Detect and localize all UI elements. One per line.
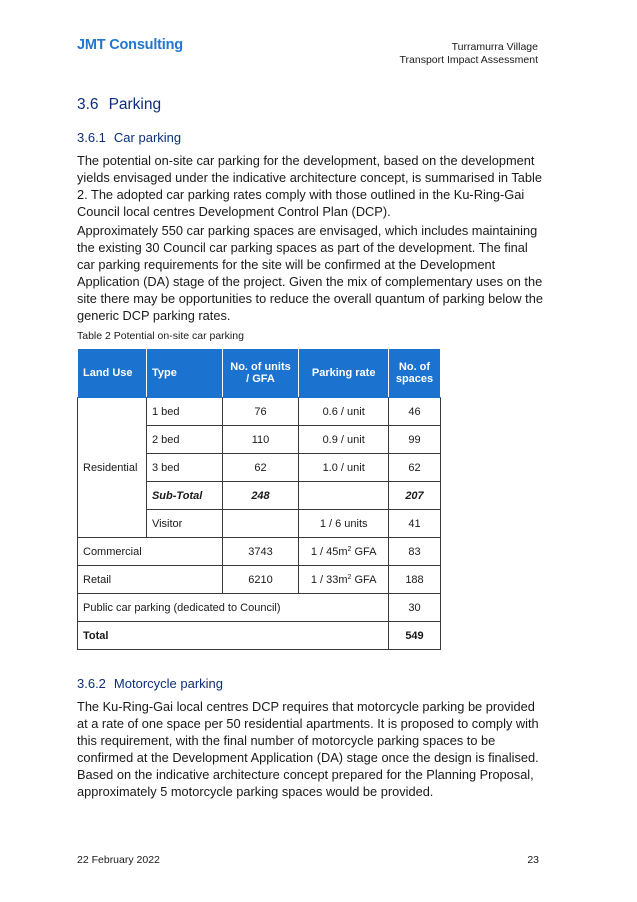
cell-rate: [299, 482, 389, 510]
cell-rate: 0.9 / unit: [299, 426, 389, 454]
header-parking-rate: Parking rate: [299, 349, 389, 398]
document-title: [318, 41, 538, 67]
rate-text: 1 / 33m: [310, 573, 348, 586]
cell-spaces: 207: [389, 482, 441, 510]
rate-text: 1 / 45m: [310, 545, 348, 558]
cell-spaces: 62: [389, 454, 441, 482]
cell-type: 2 bed: [146, 426, 222, 454]
cell-rate: [299, 566, 389, 594]
subsection-number: 3.6.2: [77, 676, 106, 691]
cell-land-use: Public car parking (dedicated to Council): [78, 594, 389, 622]
paragraph-car-parking-spaces: Approximately 550 car parking spaces are envisaged, which includes maintaining the existing 30 Council car parking spaces as part of the development. The final car parking requirements for the site will be confirmed at the Development Application (DA) stage of the project. Given the mix of complementary uses on the site there may be opportunities to reduce the overall quantum of parking below the generic DCP parking rates.: [77, 223, 543, 323]
cell-rate: 1.0 / unit: [299, 454, 389, 482]
table-row-public: [78, 594, 441, 622]
company-logo: JMT Consulting: [77, 37, 183, 53]
cell-rate: 1 / 6 units: [299, 510, 389, 538]
cell-spaces: 41: [389, 510, 441, 538]
table-caption: Table 2 Potential on-site car parking: [77, 330, 244, 342]
page-number: 23: [527, 854, 539, 866]
header-spaces: No. of spaces: [389, 349, 441, 398]
cell-spaces: 83: [389, 538, 441, 566]
cell-units: 6210: [222, 566, 299, 594]
subsection-heading-car-parking: [77, 130, 181, 145]
cell-units: [222, 510, 299, 538]
cell-units: 62: [222, 454, 299, 482]
footer-date: 22 February 2022: [77, 854, 160, 866]
cell-type: 3 bed: [146, 454, 222, 482]
header-units: No. of units / GFA: [222, 349, 299, 398]
rate-suffix: GFA: [351, 545, 377, 558]
rate-superscript: 2: [347, 573, 352, 581]
document-title-line1: Turramurra Village: [451, 41, 538, 53]
cell-spaces: 99: [389, 426, 441, 454]
section-title: Parking: [108, 96, 162, 113]
cell-units: 110: [222, 426, 299, 454]
table-row-commercial: [78, 538, 441, 566]
section-heading: [77, 96, 161, 114]
cell-land-use: Retail: [78, 566, 223, 594]
cell-total-label: Total: [78, 622, 389, 650]
table-row-total: [78, 622, 441, 650]
paragraph-car-parking-intro: The potential on-site car parking for the development, based on the development yields envisaged under the indicative architecture concept, is summarised in Table 2. The adopted car parking rates comply with those outlined in the Ku-Ring-Gai Council local centres Development Control Plan (DCP).: [77, 153, 542, 219]
cell-spaces: 188: [389, 566, 441, 594]
parking-table: [77, 348, 441, 650]
cell-type: 1 bed: [146, 398, 222, 426]
subsection-number: 3.6.1: [77, 130, 106, 145]
table-header-row: [78, 349, 441, 398]
cell-rate: 0.6 / unit: [299, 398, 389, 426]
subsection-title: Motorcycle parking: [113, 676, 224, 691]
cell-land-use: Commercial: [78, 538, 223, 566]
cell-total-spaces: 549: [389, 622, 441, 650]
cell-units: 3743: [222, 538, 299, 566]
cell-spaces: 46: [389, 398, 441, 426]
table-row: [78, 398, 441, 426]
cell-type: Sub-Total: [146, 482, 222, 510]
rate-suffix: GFA: [351, 573, 377, 586]
header-type: Type: [146, 349, 222, 398]
cell-rate: [299, 538, 389, 566]
subsection-heading-motorcycle-parking: [77, 676, 223, 691]
rate-superscript: 2: [347, 545, 352, 553]
cell-spaces: 30: [389, 594, 441, 622]
cell-units: 248: [222, 482, 299, 510]
cell-units: 76: [222, 398, 299, 426]
table-row-retail: [78, 566, 441, 594]
header-land-use: Land Use: [78, 349, 147, 398]
paragraph-motorcycle-parking: The Ku-Ring-Gai local centres DCP requires that motorcycle parking be provided at a rate of one space per 50 residential apartments. It is proposed to comply with this requirement, with the final number of motorcycle parking spaces to be confirmed at the Development Application (DA) stage once the design is finalised. Based on the indicative architecture concept prepared for the Planning Proposal, approximately 5 motorcycle parking spaces would be provided.: [77, 699, 539, 799]
subsection-title: Car parking: [113, 130, 182, 145]
cell-type: Visitor: [146, 510, 222, 538]
section-number: 3.6: [77, 96, 99, 113]
document-title-line2: Transport Impact Assessment: [399, 54, 538, 66]
land-use-residential: Residential: [78, 398, 147, 538]
